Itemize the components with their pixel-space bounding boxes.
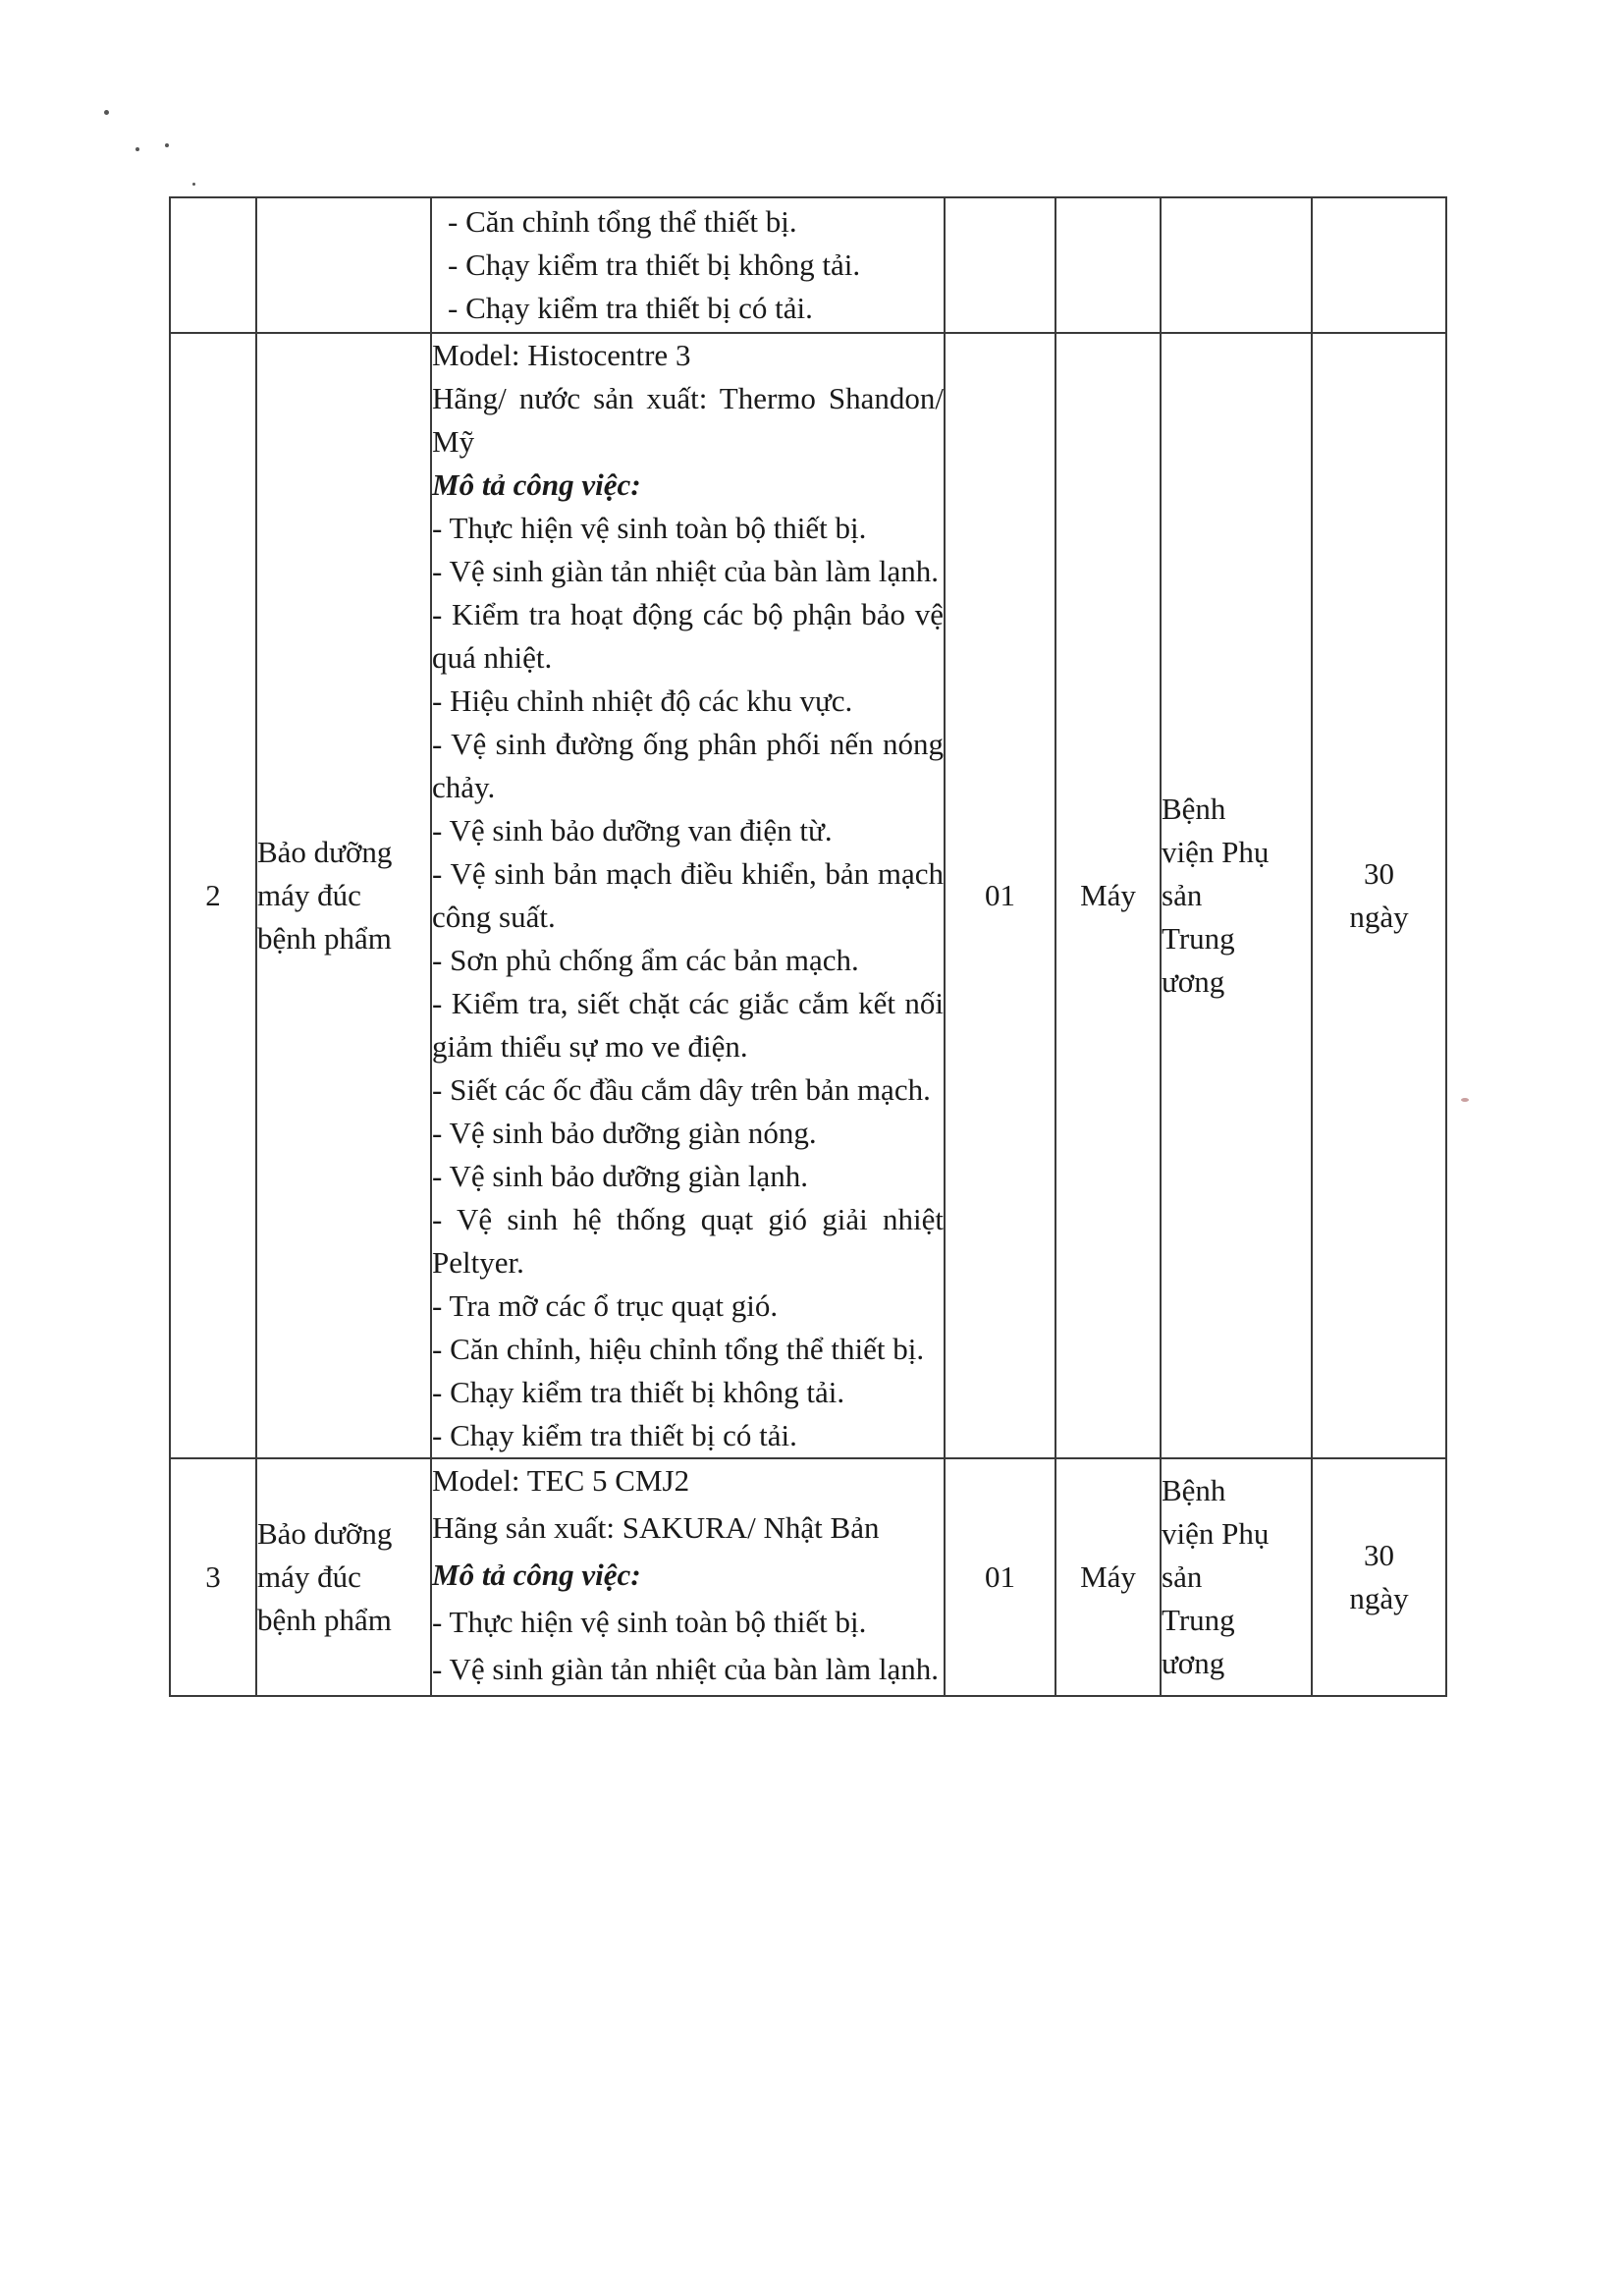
location-line: ương bbox=[1162, 964, 1225, 999]
desc-line: - Vệ sinh bản mạch điều khiển, bản mạch công suất. bbox=[432, 856, 944, 934]
time-line: ngày bbox=[1349, 1581, 1409, 1615]
location-line: sản bbox=[1162, 878, 1203, 912]
time-line: 30 bbox=[1364, 856, 1394, 891]
unit-cell: Máy bbox=[1055, 1458, 1161, 1696]
scan-speck bbox=[192, 183, 195, 186]
desc-line: - Căn chỉnh, hiệu chỉnh tổng thể thiết bị. bbox=[432, 1332, 925, 1366]
scan-speck bbox=[135, 147, 139, 151]
task-name-line: bệnh phẩm bbox=[257, 1603, 392, 1637]
time-line: ngày bbox=[1349, 900, 1409, 934]
desc-line: - Vệ sinh bảo dưỡng giàn nóng. bbox=[432, 1116, 817, 1150]
model-line: Model: TEC 5 CMJ2 bbox=[432, 1463, 690, 1498]
stt-cell bbox=[170, 197, 256, 333]
desc-line: - Chạy kiểm tra thiết bị có tải. bbox=[448, 291, 813, 325]
task-name-line: máy đúc bbox=[257, 1559, 361, 1594]
description-cell bbox=[431, 333, 945, 1458]
table-row bbox=[170, 197, 1446, 333]
description-cell bbox=[431, 197, 945, 333]
desc-line: - Vệ sinh hệ thống quạt gió giải nhiệt Peltyer. bbox=[432, 1202, 944, 1280]
time-cell bbox=[1312, 197, 1446, 333]
desc-line: - Vệ sinh bảo dưỡng van điện từ. bbox=[432, 813, 833, 847]
unit-cell bbox=[1055, 197, 1161, 333]
desc-line: - Chạy kiểm tra thiết bị không tải. bbox=[448, 247, 861, 282]
quantity-cell: 01 bbox=[945, 333, 1055, 1458]
task-name-line: bệnh phẩm bbox=[257, 921, 392, 956]
quantity-cell: 01 bbox=[945, 1458, 1055, 1696]
maker-line: Hãng/ nước sản xuất: Thermo Shandon/ Mỹ bbox=[432, 381, 944, 459]
task-name-line: Bảo dưỡng bbox=[257, 835, 393, 869]
desc-line: - Thực hiện vệ sinh toàn bộ thiết bị. bbox=[432, 511, 867, 545]
desc-line: - Vệ sinh bảo dưỡng giàn lạnh. bbox=[432, 1159, 809, 1193]
location-line: Trung bbox=[1162, 1603, 1235, 1637]
desc-line: - Siết các ốc đầu cắm dây trên bản mạch. bbox=[432, 1072, 931, 1107]
unit-cell: Máy bbox=[1055, 333, 1161, 1458]
quantity-cell bbox=[945, 197, 1055, 333]
location-line: viện Phụ bbox=[1162, 1516, 1270, 1551]
table-row bbox=[170, 333, 1446, 1458]
scan-speck bbox=[165, 143, 169, 147]
desc-line: - Kiểm tra hoạt động các bộ phận bảo vệ quá nhiệt. bbox=[432, 597, 944, 675]
stt-cell: 2 bbox=[170, 333, 256, 1458]
location-line: Trung bbox=[1162, 921, 1235, 956]
desc-line: - Tra mỡ các ổ trục quạt gió. bbox=[432, 1288, 779, 1323]
desc-line: - Thực hiện vệ sinh toàn bộ thiết bị. bbox=[432, 1605, 867, 1639]
desc-heading: Mô tả công việc: bbox=[432, 467, 641, 502]
desc-line: - Sơn phủ chống ẩm các bản mạch. bbox=[432, 943, 859, 977]
task-name-line: Bảo dưỡng bbox=[257, 1516, 393, 1551]
location-cell bbox=[1161, 333, 1312, 1458]
desc-line: - Chạy kiểm tra thiết bị không tải. bbox=[432, 1375, 845, 1409]
desc-line: - Vệ sinh giàn tản nhiệt của bàn làm lạnh. bbox=[432, 554, 939, 588]
location-line: ương bbox=[1162, 1646, 1225, 1680]
time-line: 30 bbox=[1364, 1538, 1394, 1572]
task-name-line: máy đúc bbox=[257, 878, 361, 912]
location-line: Bệnh bbox=[1162, 792, 1226, 826]
task-name-cell bbox=[256, 197, 431, 333]
table-row bbox=[170, 1458, 1446, 1696]
location-cell bbox=[1161, 1458, 1312, 1696]
scan-speck bbox=[104, 110, 109, 115]
desc-line: - Vệ sinh giàn tản nhiệt của bàn làm lạnh. bbox=[432, 1652, 939, 1686]
location-cell bbox=[1161, 197, 1312, 333]
location-line: viện Phụ bbox=[1162, 835, 1270, 869]
desc-line: - Vệ sinh đường ống phân phối nến nóng chảy. bbox=[432, 727, 944, 804]
task-name-cell bbox=[256, 333, 431, 1458]
time-cell bbox=[1312, 1458, 1446, 1696]
desc-line: - Hiệu chỉnh nhiệt độ các khu vực. bbox=[432, 683, 853, 718]
location-line: sản bbox=[1162, 1559, 1203, 1594]
time-cell bbox=[1312, 333, 1446, 1458]
maker-line: Hãng sản xuất: SAKURA/ Nhật Bản bbox=[432, 1510, 880, 1545]
desc-heading: Mô tả công việc: bbox=[432, 1558, 641, 1592]
description-cell bbox=[431, 1458, 945, 1696]
stt-cell: 3 bbox=[170, 1458, 256, 1696]
work-table bbox=[169, 196, 1447, 1697]
desc-line: - Chạy kiểm tra thiết bị có tải. bbox=[432, 1418, 797, 1452]
scan-speck bbox=[1461, 1098, 1469, 1102]
desc-line: - Căn chỉnh tổng thể thiết bị. bbox=[448, 204, 797, 239]
task-name-cell bbox=[256, 1458, 431, 1696]
model-line: Model: Histocentre 3 bbox=[432, 338, 691, 372]
desc-line: - Kiểm tra, siết chặt các giắc cắm kết nối giảm thiểu sự mo ve điện. bbox=[432, 986, 944, 1064]
location-line: Bệnh bbox=[1162, 1473, 1226, 1507]
